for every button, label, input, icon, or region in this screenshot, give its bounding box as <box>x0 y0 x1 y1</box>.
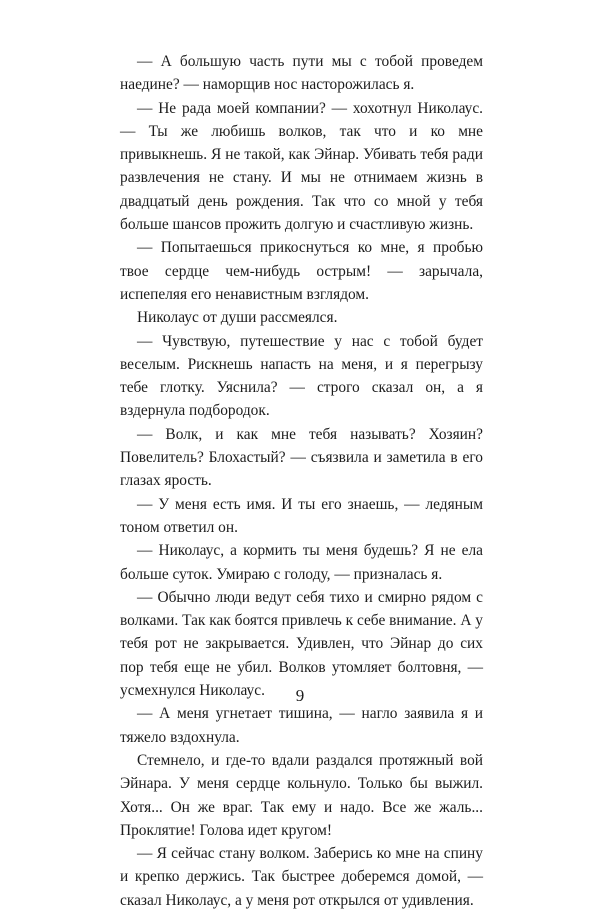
page-number: 9 <box>295 686 305 705</box>
paragraph: — Николаус, а кормить ты меня будешь? Я не ела больше суток. Умираю с голоду, — призналась я. <box>120 542 483 583</box>
paragraph: — Я сейчас стану волком. Заберись ко мне на спину и крепко держись. Так быстрее доберемся домой, — сказал Николаус, а у меня рот открылся от удивления. <box>120 845 483 909</box>
paragraph: — У меня есть имя. И ты его знаешь, — ледяным тоном ответил он. <box>120 495 483 536</box>
paragraph: — Обычно люди ведут себя тихо и смирно рядом с волками. Так как боятся привлечь к себе внимание. А у тебя рот не закрывается. Удивлен, что Эйнар до сих пор тебя еще не убил. Волков утомляет болтовня, — усмехнулся Николаус. <box>120 588 483 700</box>
paragraph: — Попытаешься прикоснуться ко мне, я пробью твое сердце чем-нибудь острым! — зарычала, испепеляя его ненавистным взглядом. <box>120 239 483 303</box>
paragraph: — Не рада моей компании? — хохотнул Николаус. — Ты же любишь волков, так что и ко мне привыкнешь. Я не такой, как Эйнар. Убивать тебя ради развлечения не стану. И мы не отнимаем жизнь в двадцатый день рождения. Так что со мной у тебя больше шансов прожить долгую и счастливую жизнь. <box>120 99 483 234</box>
paragraph: Николаус от души рассмеялся. <box>137 309 338 327</box>
paragraph: — А меня угнетает тишина, — нагло заявила я и тяжело вздохнула. <box>120 705 483 746</box>
page-text <box>120 50 483 912</box>
paragraph: — А большую часть пути мы с тобой проведем наедине? — наморщив нос насторожилась я. <box>120 53 483 94</box>
paragraph: Стемнело, и где-то вдали раздался протяжный вой Эйнара. У меня сердце кольнуло. Только бы выжил. Хотя... Он же враг. Так ему и надо. Все же жаль... Проклятие! Голова идет кругом! <box>120 751 483 839</box>
paragraph: — Чувствую, путешествие у нас с тобой будет веселым. Рискнешь напасть на меня, и я перегрызу тебе глотку. Уяснила? — строго сказал он, а я вздернула подбородок. <box>120 332 483 420</box>
paragraph: — Волк, и как мне тебя называть? Хозяин? Повелитель? Блохастый? — съязвила и заметила в его глазах ярость. <box>120 425 483 490</box>
